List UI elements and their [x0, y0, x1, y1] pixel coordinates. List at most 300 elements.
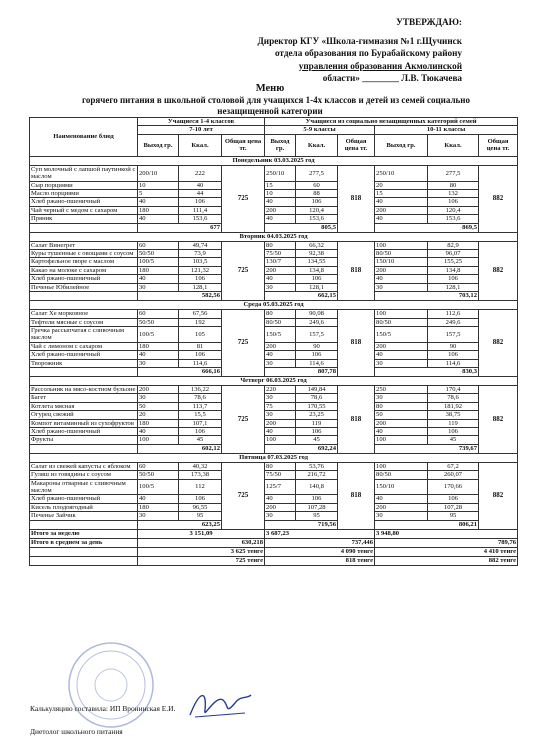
kcal-2: 78,6 — [296, 394, 338, 402]
kcal-1: 49,74 — [179, 241, 222, 249]
table-row — [30, 359, 518, 367]
dish-name: Хлеб ржано-пшеничный — [30, 351, 138, 359]
yield-3: 30 — [375, 512, 428, 520]
yield-1: 60 — [138, 462, 179, 470]
header-group-1: Учащиеся 1-4 классов — [138, 118, 265, 126]
price-2: 818 — [338, 165, 375, 232]
price-2: 818 — [338, 241, 375, 300]
week-total-label: Итого за неделю — [30, 529, 138, 538]
yield-2: 200 — [265, 206, 296, 214]
header-price: Общая цена тг. — [338, 134, 375, 156]
table-row — [30, 275, 518, 283]
signatures — [30, 704, 175, 736]
kcal-1: 81 — [179, 342, 222, 350]
kcal-1: 153,6 — [179, 215, 222, 223]
yield-2: 75 — [265, 402, 296, 410]
day-total-row — [30, 444, 518, 453]
kcal-1: 173,38 — [179, 471, 222, 479]
yield-1: 40 — [138, 351, 179, 359]
day-total-1: 623,25 — [138, 520, 222, 529]
table-row — [30, 326, 518, 342]
signature-line-1: Калькуляцию составила: ИП Вронинская Е.И. — [30, 704, 176, 713]
kcal-1: 103,5 — [179, 258, 222, 266]
table-row — [30, 310, 518, 318]
kcal-2: 92,38 — [296, 250, 338, 258]
day-total-row — [30, 367, 518, 376]
yield-1: 180 — [138, 342, 179, 350]
price-3: 882 — [479, 241, 518, 300]
dish-name: Хлеб ржано-пшеничный — [30, 495, 138, 503]
yield-1: 180 — [138, 419, 179, 427]
kcal-2: 23,25 — [296, 411, 338, 419]
kcal-3: 106 — [428, 198, 479, 206]
yield-3: 100 — [375, 241, 428, 249]
kcal-3: 260,07 — [428, 471, 479, 479]
price-1: 725 — [222, 310, 265, 377]
dish-name: Гречка рассыпчатая с сливочным маслом — [30, 326, 138, 342]
yield-3: 200 — [375, 503, 428, 511]
price-total-1: 725 тенге — [138, 556, 265, 565]
price-3: 882 — [479, 462, 518, 529]
day-title: Вторник 04.03.2025 год — [30, 232, 518, 241]
day-title: Четверг 06.03.2025 год — [30, 376, 518, 385]
kcal-1: 78,6 — [179, 394, 222, 402]
kcal-2: 66,32 — [296, 241, 338, 249]
kcal-2: 277,5 — [296, 165, 338, 181]
yield-2: 200 — [265, 342, 296, 350]
yield-3: 150/5 — [375, 326, 428, 342]
kcal-1: 15,5 — [179, 411, 222, 419]
yield-2: 30 — [265, 359, 296, 367]
kcal-3: 114,6 — [428, 359, 479, 367]
kcal-2: 45 — [296, 436, 338, 444]
header-age-2: 5-9 классы — [265, 126, 375, 134]
yield-1: 100/5 — [138, 258, 179, 266]
table-row — [30, 241, 518, 249]
yield-1: 50/50 — [138, 471, 179, 479]
yield-3: 200 — [375, 342, 428, 350]
yield-3: 200 — [375, 206, 428, 214]
price-1: 725 — [222, 165, 265, 232]
kcal-2: 53,76 — [296, 462, 338, 470]
yield-3: 20 — [375, 181, 428, 189]
yield-2: 125/7 — [265, 479, 296, 495]
kcal-3: 112,6 — [428, 310, 479, 318]
day-total-2: 662,15 — [265, 292, 338, 301]
day-header-row — [30, 301, 518, 310]
day-header-row — [30, 376, 518, 385]
cost-1: 3 625 тенге — [138, 547, 265, 556]
yield-1: 180 — [138, 503, 179, 511]
approval-block — [222, 16, 462, 85]
kcal-3: 80 — [428, 181, 479, 189]
kcal-1: 222 — [179, 165, 222, 181]
price-row — [30, 556, 518, 565]
kcal-3: 153,6 — [428, 215, 479, 223]
yield-3: 80/50 — [375, 471, 428, 479]
yield-3: 40 — [375, 215, 428, 223]
dish-name: Огурец свежий — [30, 411, 138, 419]
kcal-3: 128,1 — [428, 283, 479, 291]
dish-name: Фрукты — [30, 436, 138, 444]
yield-1: 40 — [138, 275, 179, 283]
table-row — [30, 250, 518, 258]
kcal-3: 170,4 — [428, 385, 479, 393]
week-total-row — [30, 529, 518, 538]
yield-3: 30 — [375, 359, 428, 367]
kcal-1: 95 — [179, 512, 222, 520]
yield-3: 30 — [375, 283, 428, 291]
kcal-3: 96,07 — [428, 250, 479, 258]
yield-3: 150/10 — [375, 479, 428, 495]
approval-line-2: отдела образования по Бурабайскому району — [274, 48, 462, 58]
yield-1: 5 — [138, 190, 179, 198]
avg-total-label: Итого в среднем за день — [30, 538, 138, 547]
yield-2: 30 — [265, 283, 296, 291]
yield-1: 30 — [138, 359, 179, 367]
yield-2: 40 — [265, 198, 296, 206]
kcal-2: 157,5 — [296, 326, 338, 342]
table-row — [30, 266, 518, 274]
menu-table — [29, 117, 518, 566]
day-total-2: 692,24 — [265, 444, 338, 453]
yield-2: 250/10 — [265, 165, 296, 181]
table-row — [30, 206, 518, 214]
day-total-3: 869,5 — [375, 223, 479, 232]
dish-name: Какао на молоке с сахаром — [30, 266, 138, 274]
yield-3: 50 — [375, 411, 428, 419]
week-total-2: 3 687,23 — [265, 529, 375, 538]
table-row — [30, 342, 518, 350]
yield-3: 250/10 — [375, 165, 428, 181]
table-row — [30, 495, 518, 503]
kcal-3: 119 — [428, 419, 479, 427]
yield-2: 30 — [265, 394, 296, 402]
kcal-1: 73,9 — [179, 250, 222, 258]
yield-2: 75/50 — [265, 471, 296, 479]
yield-2: 80 — [265, 310, 296, 318]
signature-line-2: Диетолог школьного питания — [30, 727, 123, 736]
approval-line-1: Директор КГУ «Школа-гимназия №1 г.Щучинск — [257, 35, 462, 46]
menu-subtitle-2: незащищенной категории — [217, 106, 323, 116]
yield-2: 30 — [265, 411, 296, 419]
yield-3: 15 — [375, 190, 428, 198]
header-yield: Выход гр. — [138, 134, 179, 156]
kcal-2: 134,55 — [296, 258, 338, 266]
day-title: Понедельник 03.03.2025 год — [30, 156, 518, 165]
dish-name: Кисель плодоягодный — [30, 503, 138, 511]
table-row — [30, 215, 518, 223]
day-total-1: 666,16 — [138, 367, 222, 376]
yield-1: 30 — [138, 512, 179, 520]
kcal-2: 106 — [296, 495, 338, 503]
kcal-3: 107,28 — [428, 503, 479, 511]
price-3: 882 — [479, 385, 518, 453]
kcal-1: 96,55 — [179, 503, 222, 511]
header-yield: Выход гр. — [375, 134, 428, 156]
yield-2: 10 — [265, 190, 296, 198]
cost-3: 4 410 тенге — [375, 547, 518, 556]
kcal-1: 40 — [179, 181, 222, 189]
cost-row — [30, 547, 518, 556]
table-row — [30, 419, 518, 427]
table-row — [30, 479, 518, 495]
kcal-2: 249,6 — [296, 318, 338, 326]
kcal-2: 170,55 — [296, 402, 338, 410]
header-kcal: Ккал. — [179, 134, 222, 156]
price-1: 725 — [222, 385, 265, 453]
day-total-3: 806,21 — [375, 520, 479, 529]
kcal-1: 106 — [179, 275, 222, 283]
week-total-3: 3 948,80 — [375, 529, 518, 538]
dish-name: Рассольник на мясо-костном бульоне — [30, 385, 138, 393]
day-header-row — [30, 156, 518, 165]
kcal-2: 90 — [296, 342, 338, 350]
kcal-1: 112 — [179, 479, 222, 495]
kcal-2: 134,8 — [296, 266, 338, 274]
dish-name: Багет — [30, 394, 138, 402]
price-total-2: 818 тенге — [265, 556, 375, 565]
day-total-3: 739,67 — [375, 444, 479, 453]
yield-3: 100 — [375, 462, 428, 470]
dish-name: Творожник — [30, 359, 138, 367]
kcal-1: 106 — [179, 427, 222, 435]
kcal-2: 140,8 — [296, 479, 338, 495]
yield-1: 100/5 — [138, 326, 179, 342]
yield-2: 130/7 — [265, 258, 296, 266]
yield-2: 30 — [265, 512, 296, 520]
yield-1: 10 — [138, 181, 179, 189]
yield-1: 50/50 — [138, 318, 179, 326]
dish-name: Сыр порциями — [30, 181, 138, 189]
yield-1: 60 — [138, 241, 179, 249]
kcal-1: 44 — [179, 190, 222, 198]
kcal-1: 114,6 — [179, 359, 222, 367]
yield-3: 40 — [375, 351, 428, 359]
kcal-3: 170,66 — [428, 479, 479, 495]
price-1: 725 — [222, 241, 265, 300]
week-total-1: 3 151,09 — [138, 529, 265, 538]
kcal-2: 106 — [296, 427, 338, 435]
yield-3: 40 — [375, 495, 428, 503]
kcal-3: 67,2 — [428, 462, 479, 470]
price-3: 882 — [479, 310, 518, 377]
approval-label: УТВЕРЖДАЮ: — [396, 17, 462, 27]
table-row — [30, 385, 518, 393]
yield-1: 20 — [138, 411, 179, 419]
yield-2: 40 — [265, 427, 296, 435]
kcal-1: 40,32 — [179, 462, 222, 470]
avg-total-1: 630,218 — [138, 538, 265, 547]
table-row — [30, 165, 518, 181]
kcal-3: 106 — [428, 275, 479, 283]
dish-name: Хлеб ржано-пшеничный — [30, 275, 138, 283]
dish-name: Пряник — [30, 215, 138, 223]
price-3: 882 — [479, 165, 518, 232]
kcal-2: 128,1 — [296, 283, 338, 291]
table-row — [30, 258, 518, 266]
yield-2: 80/50 — [265, 318, 296, 326]
dish-name: Компот витаминный из сухофруктов — [30, 419, 138, 427]
yield-1: 40 — [138, 198, 179, 206]
kcal-3: 277,5 — [428, 165, 479, 181]
signature — [185, 685, 255, 725]
kcal-1: 128,1 — [179, 283, 222, 291]
kcal-1: 113,7 — [179, 402, 222, 410]
dish-name: Масло порциями — [30, 190, 138, 198]
yield-2: 40 — [265, 351, 296, 359]
day-total-2: 805,5 — [265, 223, 338, 232]
price-1: 725 — [222, 462, 265, 529]
table-row — [30, 351, 518, 359]
header-group-2: Учащиеся из социально незащищенных категорий семей — [265, 118, 518, 126]
day-title: Среда 05.03.2025 год — [30, 301, 518, 310]
kcal-1: 136,22 — [179, 385, 222, 393]
header-dish-name: Наименование блюд — [30, 118, 138, 157]
kcal-3: 38,75 — [428, 411, 479, 419]
kcal-2: 114,6 — [296, 359, 338, 367]
yield-1: 100/5 — [138, 479, 179, 495]
kcal-1: 121,32 — [179, 266, 222, 274]
table-row — [30, 427, 518, 435]
kcal-1: 192 — [179, 318, 222, 326]
day-total-2: 807,78 — [265, 367, 338, 376]
header-kcal: Ккал. — [428, 134, 479, 156]
price-total-3: 882 тенге — [375, 556, 518, 565]
header-age-1: 7-10 лет — [138, 126, 265, 134]
kcal-2: 120,4 — [296, 206, 338, 214]
table-row — [30, 411, 518, 419]
day-total-row — [30, 520, 518, 529]
yield-1: 50 — [138, 402, 179, 410]
table-row — [30, 512, 518, 520]
avg-total-3: 789,76 — [375, 538, 518, 547]
yield-2: 220 — [265, 385, 296, 393]
yield-2: 75/50 — [265, 250, 296, 258]
kcal-1: 106 — [179, 495, 222, 503]
approval-line-4: области» ________ Л.В. Тюкачева — [322, 73, 462, 83]
price-2: 818 — [338, 310, 375, 377]
day-header-row — [30, 232, 518, 241]
dish-name: Тефтели мясные с соусом — [30, 318, 138, 326]
day-header-row — [30, 453, 518, 462]
kcal-3: 45 — [428, 436, 479, 444]
day-total-1: 582,56 — [138, 292, 222, 301]
kcal-1: 107,1 — [179, 419, 222, 427]
yield-3: 100 — [375, 310, 428, 318]
day-total-3: 830,3 — [375, 367, 479, 376]
kcal-2: 106 — [296, 351, 338, 359]
table-row — [30, 318, 518, 326]
yield-3: 40 — [375, 275, 428, 283]
day-total-1: 602,12 — [138, 444, 222, 453]
kcal-2: 90,08 — [296, 310, 338, 318]
kcal-3: 181,92 — [428, 402, 479, 410]
avg-total-2: 737,446 — [265, 538, 375, 547]
kcal-2: 216,72 — [296, 471, 338, 479]
yield-2: 100 — [265, 436, 296, 444]
yield-3: 80/50 — [375, 250, 428, 258]
dish-name: Хлеб ржано-пшеничный — [30, 427, 138, 435]
dish-name: Салат из свежей капусты с яблоком — [30, 462, 138, 470]
yield-3: 80/50 — [375, 318, 428, 326]
yield-1: 100 — [138, 436, 179, 444]
day-total-row — [30, 223, 518, 232]
yield-3: 150/10 — [375, 258, 428, 266]
kcal-3: 120,4 — [428, 206, 479, 214]
yield-2: 200 — [265, 419, 296, 427]
table-row — [30, 462, 518, 470]
yield-1: 30 — [138, 394, 179, 402]
header-price: Общая цена тг. — [222, 134, 265, 156]
dish-name: Котлета мясная — [30, 402, 138, 410]
kcal-3: 82,9 — [428, 241, 479, 249]
yield-1: 200 — [138, 385, 179, 393]
kcal-3: 95 — [428, 512, 479, 520]
price-2: 818 — [338, 462, 375, 529]
yield-3: 200 — [375, 266, 428, 274]
kcal-2: 106 — [296, 198, 338, 206]
header-price: Общая цена тг. — [479, 134, 518, 156]
kcal-2: 60 — [296, 181, 338, 189]
yield-1: 180 — [138, 206, 179, 214]
dish-name: Салат Винегрет — [30, 241, 138, 249]
kcal-3: 106 — [428, 427, 479, 435]
avg-total-row — [30, 538, 518, 547]
yield-3: 250 — [375, 385, 428, 393]
kcal-1: 111,4 — [179, 206, 222, 214]
yield-2: 80 — [265, 462, 296, 470]
day-total-row — [30, 292, 518, 301]
table-row — [30, 181, 518, 189]
kcal-1: 106 — [179, 198, 222, 206]
kcal-1: 106 — [179, 351, 222, 359]
yield-2: 80 — [265, 241, 296, 249]
table-row — [30, 402, 518, 410]
dish-name: Печенье Зайчик — [30, 512, 138, 520]
yield-2: 40 — [265, 495, 296, 503]
kcal-2: 106 — [296, 275, 338, 283]
yield-1: 50/50 — [138, 250, 179, 258]
kcal-3: 155,25 — [428, 258, 479, 266]
dish-name: Картофельное пюре с маслом — [30, 258, 138, 266]
table-row — [30, 198, 518, 206]
yield-2: 200 — [265, 266, 296, 274]
menu-title: Меню — [255, 83, 285, 94]
table-row — [30, 394, 518, 402]
day-total-2: 719,56 — [265, 520, 338, 529]
table-row — [30, 283, 518, 291]
header-yield: Выход гр. — [265, 134, 296, 156]
kcal-3: 106 — [428, 495, 479, 503]
yield-3: 30 — [375, 394, 428, 402]
menu-subtitle: горячего питания в школьной столовой для учащихся 1-4х классов и детей из семей социально — [82, 95, 470, 105]
table-row — [30, 190, 518, 198]
dish-name: Макароны отварные с сливочным маслом — [30, 479, 138, 495]
dish-name: Хлеб ржано-пшеничный — [30, 198, 138, 206]
yield-3: 40 — [375, 198, 428, 206]
kcal-3: 134,8 — [428, 266, 479, 274]
kcal-3: 90 — [428, 342, 479, 350]
kcal-3: 132 — [428, 190, 479, 198]
yield-2: 150/5 — [265, 326, 296, 342]
kcal-2: 88 — [296, 190, 338, 198]
yield-1: 30 — [138, 283, 179, 291]
dish-name: Салат Хе морковное — [30, 310, 138, 318]
yield-2: 40 — [265, 275, 296, 283]
table-row — [30, 436, 518, 444]
header-kcal: Ккал. — [296, 134, 338, 156]
